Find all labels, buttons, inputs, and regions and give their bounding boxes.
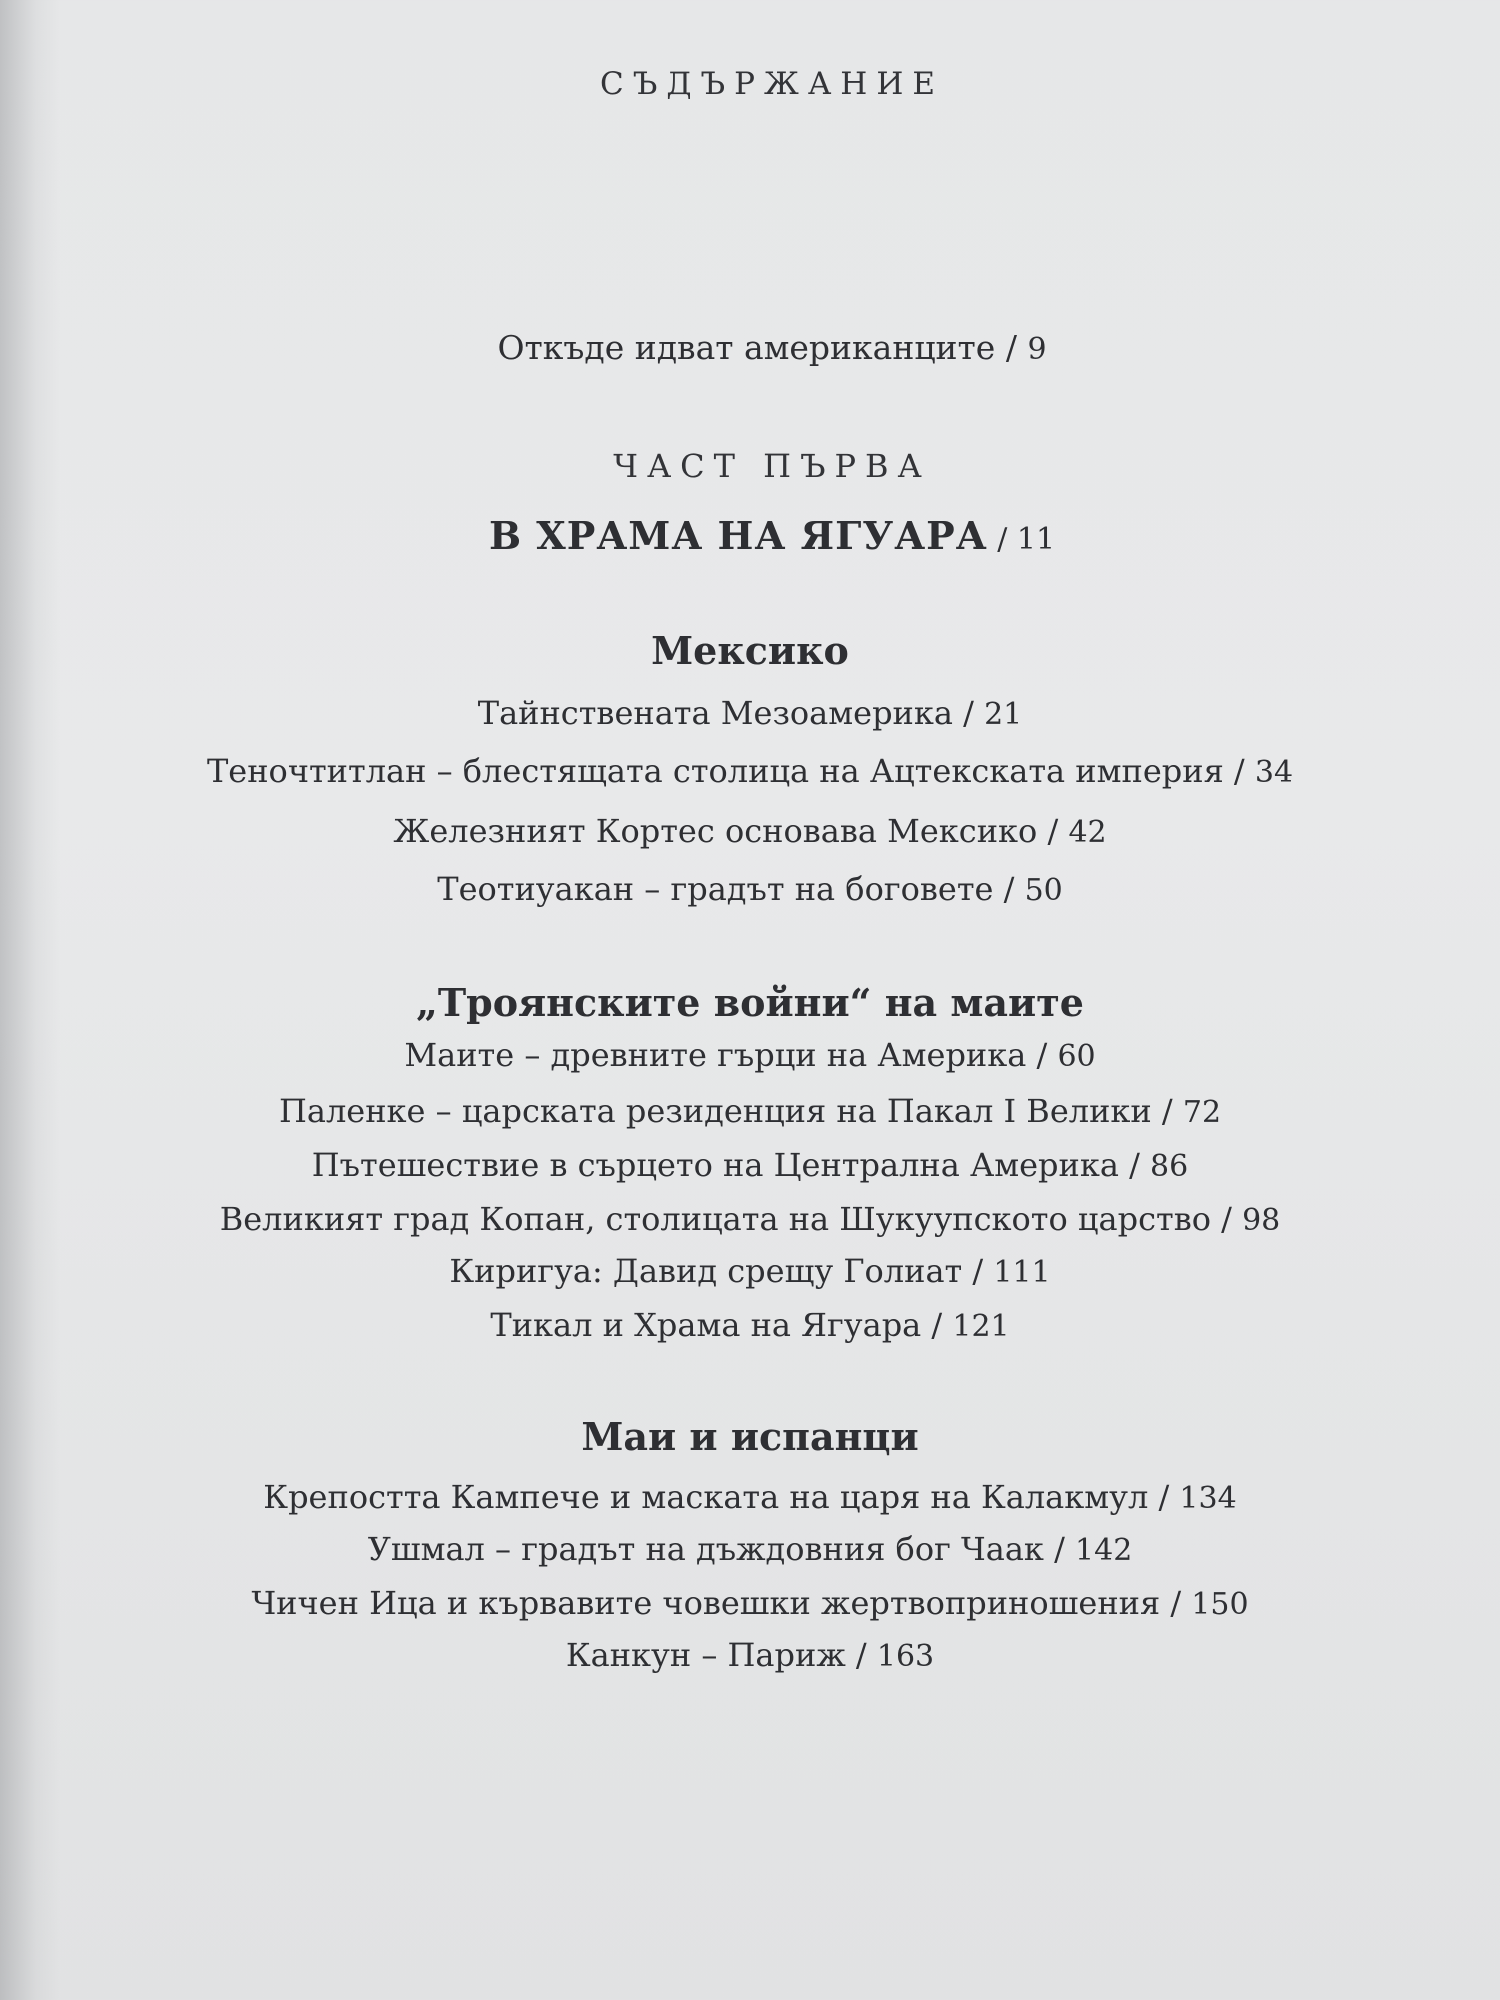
toc-entry-text: Маите – древните гърци на Америка xyxy=(404,1036,1027,1074)
section-heading: Маи и испанци xyxy=(581,1414,919,1459)
intro-entry xyxy=(0,328,1500,367)
separator: / xyxy=(995,328,1028,367)
toc-entry-page: 86 xyxy=(1150,1149,1189,1184)
toc-entry: Крепостта Кампече и маската на царя на Калакмул / 134 xyxy=(263,1478,1237,1516)
toc-entry-text: Пътешествие в сърцето на Централна Америка xyxy=(311,1146,1119,1184)
toc-entry-page: 50 xyxy=(1024,873,1063,908)
intro-entry-page: 9 xyxy=(1027,332,1047,367)
toc-entry-text: Паленке – царската резиденция на Пакал I Велики xyxy=(278,1092,1152,1130)
part-title-page: / 11 xyxy=(987,522,1056,557)
section-heading: „Троянските войни“ на маите xyxy=(416,980,1084,1025)
intro-entry-text: Откъде идват американците xyxy=(497,328,996,367)
toc-entry-text: Тикал и Храма на Ягуара xyxy=(490,1306,922,1344)
toc-entry: Чичен Ица и кървавите човешки жертвоприношения / 150 xyxy=(251,1584,1249,1622)
toc-entry-page: 42 xyxy=(1068,815,1107,850)
toc-entry-text: Киригуа: Давид срещу Голиат xyxy=(449,1252,963,1290)
toc-entry-text: Ушмал – градът на дъждовния бог Чаак xyxy=(367,1530,1044,1568)
toc-entry-text: Тайнствената Мезоамерика xyxy=(477,694,953,732)
toc-entry-page: 121 xyxy=(952,1309,1010,1344)
toc-entry: Пътешествие в сърцето на Централна Америка / 86 xyxy=(311,1146,1189,1184)
toc-entry-text: Канкун – Париж xyxy=(565,1636,846,1674)
toc-entry-page: 21 xyxy=(984,697,1023,732)
page-title: СЪДЪРЖАНИЕ xyxy=(599,66,945,102)
part-page-number: 11 xyxy=(1016,522,1056,557)
toc-entry-page: 150 xyxy=(1191,1587,1249,1622)
toc-entry: Тикал и Храма на Ягуара / 121 xyxy=(490,1306,1010,1344)
toc-entry-page: 34 xyxy=(1254,755,1294,790)
toc-entry-text: Теотиуакан – градът на боговете xyxy=(437,870,994,908)
toc-entry-text: Крепостта Кампече и маската на царя на Калакмул xyxy=(263,1478,1149,1516)
toc-entry-text: Железният Кортес основава Мексико xyxy=(393,812,1038,850)
part-title-text: В ХРАМА НА ЯГУАРА xyxy=(488,513,988,558)
section-heading: Мексико xyxy=(651,628,849,673)
toc-entry: Ушмал – градът на дъждовния бог Чаак / 142 xyxy=(367,1530,1133,1568)
toc-entry-page: 60 xyxy=(1057,1039,1096,1074)
toc-entry-page: 72 xyxy=(1182,1095,1222,1130)
toc-entry: Теночтитлан – блестящата столица на Ацтекската империя / 34 xyxy=(206,752,1294,790)
toc-entry-text: Чичен Ица и кървавите човешки жертвоприношения xyxy=(251,1584,1161,1622)
toc-entry: Канкун – Париж / 163 xyxy=(565,1636,935,1674)
toc-entry: Железният Кортес основава Мексико / 42 xyxy=(393,812,1107,850)
toc-entry-page: 134 xyxy=(1179,1481,1237,1516)
part-label: ЧАСТ ПЪРВА xyxy=(613,447,931,485)
toc-entry-page: 142 xyxy=(1075,1533,1133,1568)
part-title xyxy=(0,513,1500,558)
toc-entry: Киригуа: Давид срещу Голиат / 111 xyxy=(449,1252,1051,1290)
toc-entry: Теотиуакан – градът на боговете / 50 xyxy=(437,870,1063,908)
toc-entry: Великият град Копан, столицата на Шукуупското царство / 98 xyxy=(219,1200,1281,1238)
toc-entry: Паленке – царската резиденция на Пакал I Велики / 72 xyxy=(278,1092,1222,1130)
toc-entry-text: Теночтитлан – блестящата столица на Ацтекската империя xyxy=(206,752,1224,790)
toc-entry-page: 111 xyxy=(993,1255,1051,1290)
toc-entry-text: Великият град Копан, столицата на Шукуупското царство xyxy=(219,1200,1211,1238)
toc-entry-page: 98 xyxy=(1242,1203,1281,1238)
toc-entry: Тайнствената Мезоамерика / 21 xyxy=(477,694,1023,732)
toc-entry-page: 163 xyxy=(876,1639,935,1674)
toc-entry: Маите – древните гърци на Америка / 60 xyxy=(404,1036,1096,1074)
